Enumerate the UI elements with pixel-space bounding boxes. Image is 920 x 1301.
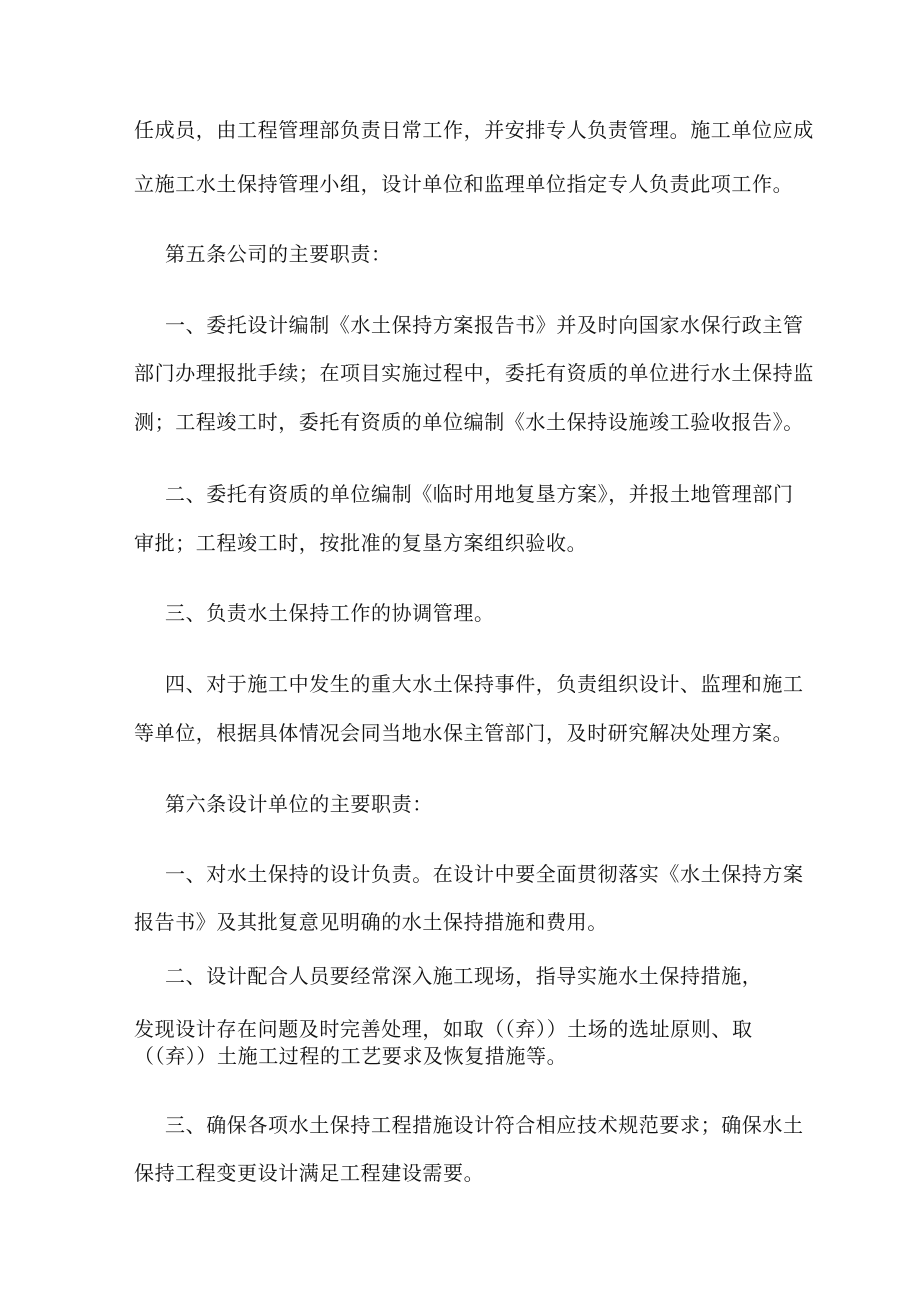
text-line: 等单位，根据具体情况会同当地水保主管部门，及时研究解决处理方案。 [134,721,794,745]
text-line: 二、设计配合人员要经常深入施工现场，指导实施水土保持措施， [165,964,763,988]
text-line: 一、委托设计编制《水土保持方案报告书》并及时向国家水保行政主管 [165,313,804,337]
text-line: 三、负责水土保持工作的协调管理。 [165,601,495,625]
text-line: 发现设计存在问题及时完善处理，如取（（弃））土场的选址原则、取 [134,1017,753,1041]
text-line: 报告书》及其批复意见明确的水土保持措施和费用。 [134,910,608,934]
text-line: 立施工水土保持管理小组，设计单位和监理单位指定专人负责此项工作。 [134,172,794,196]
text-line: 审批；工程竣工时，按批准的复垦方案组织验收。 [134,531,588,555]
text-line: （（弃））土施工过程的工艺要求及恢复措施等。 [134,1044,568,1068]
text-line: 三、确保各项水土保持工程措施设计符合相应技术规范要求；确保水土 [165,1113,804,1137]
text-line: 二、委托有资质的单位编制《临时用地复垦方案》，并报土地管理部门 [165,482,794,506]
text-line: 部门办理报批手续；在项目实施过程中，委托有资质的单位进行水土保持监 [134,361,814,385]
article-heading: 第五条公司的主要职责： [165,242,392,266]
text-line: 保持工程变更设计满足工程建设需要。 [134,1161,485,1185]
text-line: 测；工程竣工时，委托有资质的单位编制《水土保持设施竣工验收报告》。 [134,410,804,434]
article-heading: 第六条设计单位的主要职责： [165,792,433,816]
text-line: 一、对水土保持的设计负责。在设计中要全面贯彻落实《水土保持方案 [165,862,804,886]
text-line: 任成员，由工程管理部负责日常工作，并安排专人负责管理。施工单位应成 [134,118,814,142]
text-line: 四、对于施工中发生的重大水土保持事件，负责组织设计、监理和施工 [165,672,804,696]
